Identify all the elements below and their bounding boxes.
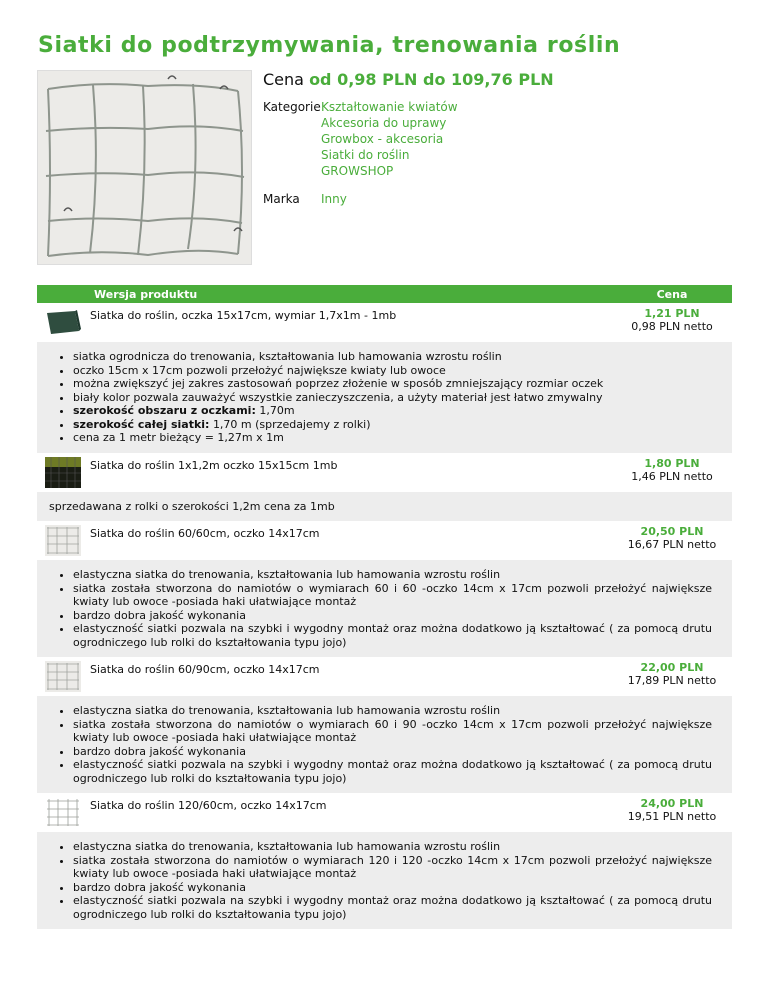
- variant-price: [612, 307, 732, 338]
- variant-description: [37, 832, 732, 929]
- variant-name[interactable]: Siatka do roślin 60/60cm, oczko 14x17cm: [90, 527, 320, 540]
- variant-name[interactable]: Siatka do roślin 120/60cm, oczko 14x17cm: [90, 799, 327, 812]
- category-link[interactable]: Kształtowanie kwiatów: [321, 100, 458, 114]
- variant-row[interactable]: [37, 303, 732, 342]
- category-link[interactable]: GROWSHOP: [321, 164, 394, 178]
- categories-label: Kategorie: [263, 100, 321, 114]
- price-range: [263, 70, 733, 89]
- net-price: 0,98 PLN netto: [631, 320, 713, 333]
- brand-link[interactable]: Inny: [321, 192, 347, 206]
- variant-description: [37, 560, 732, 657]
- desc-item: • bardzo dobra jakość wykonania: [73, 881, 712, 895]
- net-price: 16,67 PLN netto: [627, 538, 717, 551]
- desc-value: 1,70m: [259, 404, 295, 417]
- variant-row[interactable]: [37, 521, 732, 560]
- white-net-icon: [45, 661, 81, 692]
- variant-description: [37, 492, 732, 522]
- desc-item: • siatka została stworzona do namiotów o wymiarach 60 i 90 -oczko 14cm x 17cm pozwoli przełożyć największe kwiaty lub owoce -posiada haki ułatwiające montaż: [73, 718, 712, 745]
- net-price: 19,51 PLN netto: [627, 810, 717, 823]
- brand: [263, 191, 733, 207]
- desc-item: • biały kolor pozwala zauważyć wszystkie zanieczyszczenia, a użyty materiał jest łatwo zmywalny: [73, 391, 712, 405]
- desc-item: • siatka ogrodnicza do trenowania, kształtowania lub hamowania wzrostu roślin: [73, 350, 712, 364]
- desc-item: • elastyczna siatka do trenowania, kształtowania lub hamowania wzrostu roślin: [73, 840, 712, 854]
- variant-name[interactable]: Siatka do roślin 1x1,2m oczko 15x15cm 1mb: [90, 458, 338, 472]
- desc-item: • elastyczność siatki pozwala na szybki i wygodny montaż oraz można dodatkowo ją kształtować ( za pomocą drutu ogrodniczego lub rolki do kształtowania typu jojo): [73, 894, 712, 921]
- desc-item: • cena za 1 metr bieżący = 1,27m x 1m: [73, 431, 712, 445]
- price-label: Cena: [263, 70, 304, 89]
- variant-price: [612, 661, 732, 692]
- net-image-icon: [38, 71, 251, 264]
- desc-item: • siatka została stworzona do namiotów o wymiarach 60 i 60 -oczko 14cm x 17cm pozwoli przełożyć największe kwiaty lub owoce -posiada haki ułatwiające montaż: [73, 582, 712, 609]
- table-header: [37, 285, 732, 303]
- page-title: Siatki do podtrzymywania, trenowania roślin: [38, 33, 621, 58]
- variant-name[interactable]: Siatka do roślin, oczka 15x17cm, wymiar 1,7x1m - 1mb: [90, 309, 397, 322]
- desc-item: [73, 418, 712, 432]
- gross-price: 1,21 PLN: [644, 307, 700, 320]
- desc-item: [73, 404, 712, 418]
- net-price: 1,46 PLN netto: [631, 469, 713, 483]
- variant-price: [612, 525, 732, 556]
- white-net-icon: [45, 797, 81, 828]
- variant-price: [612, 797, 732, 828]
- price-range-value: od 0,98 PLN do 109,76 PLN: [309, 70, 554, 89]
- category-link[interactable]: Akcesoria do uprawy: [321, 116, 447, 130]
- col-version-header: Wersja produktu: [94, 287, 198, 301]
- desc-item: • siatka została stworzona do namiotów o wymiarach 120 i 120 -oczko 14cm x 17cm pozwoli przełożyć największe kwiaty lub owoce -posiada haki ułatwiające montaż: [73, 854, 712, 881]
- variant-row[interactable]: [37, 453, 732, 492]
- desc-item: • można zwiększyć jej zakres zastosowań poprzez złożenie w sposób zmniejszający rozmiar oczek: [73, 377, 712, 391]
- col-price-header: Cena: [656, 287, 688, 301]
- category-link[interactable]: Siatki do roślin: [321, 148, 410, 162]
- dark-net-icon: [45, 457, 81, 488]
- categories: [263, 99, 733, 179]
- desc-value: 1,70 m (sprzedajemy z rolki): [212, 417, 371, 431]
- desc-text: sprzedawana z rolki o szerokości 1,2m cena za 1mb: [49, 499, 335, 513]
- desc-item: • elastyczna siatka do trenowania, kształtowania lub hamowania wzrostu roślin: [73, 704, 712, 718]
- net-price: 17,89 PLN netto: [627, 674, 717, 687]
- product-image[interactable]: [37, 70, 252, 265]
- gross-price: 24,00 PLN: [640, 797, 704, 810]
- gross-price: 20,50 PLN: [640, 525, 704, 538]
- white-net-icon: [45, 525, 81, 556]
- desc-item: • elastyczność siatki pozwala na szybki i wygodny montaż oraz można dodatkowo ją kształtować ( za pomocą drutu ogrodniczego lub rolki do kształtowania typu jojo): [73, 622, 712, 649]
- desc-bold-label: szerokość całej siatki:: [73, 417, 210, 431]
- desc-item: • oczko 15cm x 17cm pozwoli przełożyć największe kwiaty lub owoce: [73, 364, 712, 378]
- gross-price: 1,80 PLN: [644, 456, 700, 470]
- variant-description: [37, 696, 732, 793]
- brand-label: Marka: [263, 192, 300, 206]
- variant-row[interactable]: [37, 793, 732, 832]
- product-info: [263, 70, 733, 207]
- desc-item: • bardzo dobra jakość wykonania: [73, 609, 712, 623]
- variant-description: [37, 342, 732, 453]
- variant-price: [612, 457, 732, 488]
- category-link[interactable]: Growbox - akcesoria: [321, 132, 444, 146]
- desc-bold-label: szerokość obszaru z oczkami:: [73, 404, 256, 417]
- green-net-roll-icon: [45, 307, 81, 338]
- gross-price: 22,00 PLN: [640, 661, 704, 674]
- variant-row[interactable]: [37, 657, 732, 696]
- desc-item: • elastyczność siatki pozwala na szybki i wygodny montaż oraz można dodatkowo ją kształtować ( za pomocą drutu ogrodniczego lub rolki do kształtowania typu jojo): [73, 758, 712, 785]
- desc-item: • elastyczna siatka do trenowania, kształtowania lub hamowania wzrostu roślin: [73, 568, 712, 582]
- desc-item: • bardzo dobra jakość wykonania: [73, 745, 712, 759]
- variants-table: [37, 285, 732, 929]
- variant-name[interactable]: Siatka do roślin 60/90cm, oczko 14x17cm: [90, 663, 320, 676]
